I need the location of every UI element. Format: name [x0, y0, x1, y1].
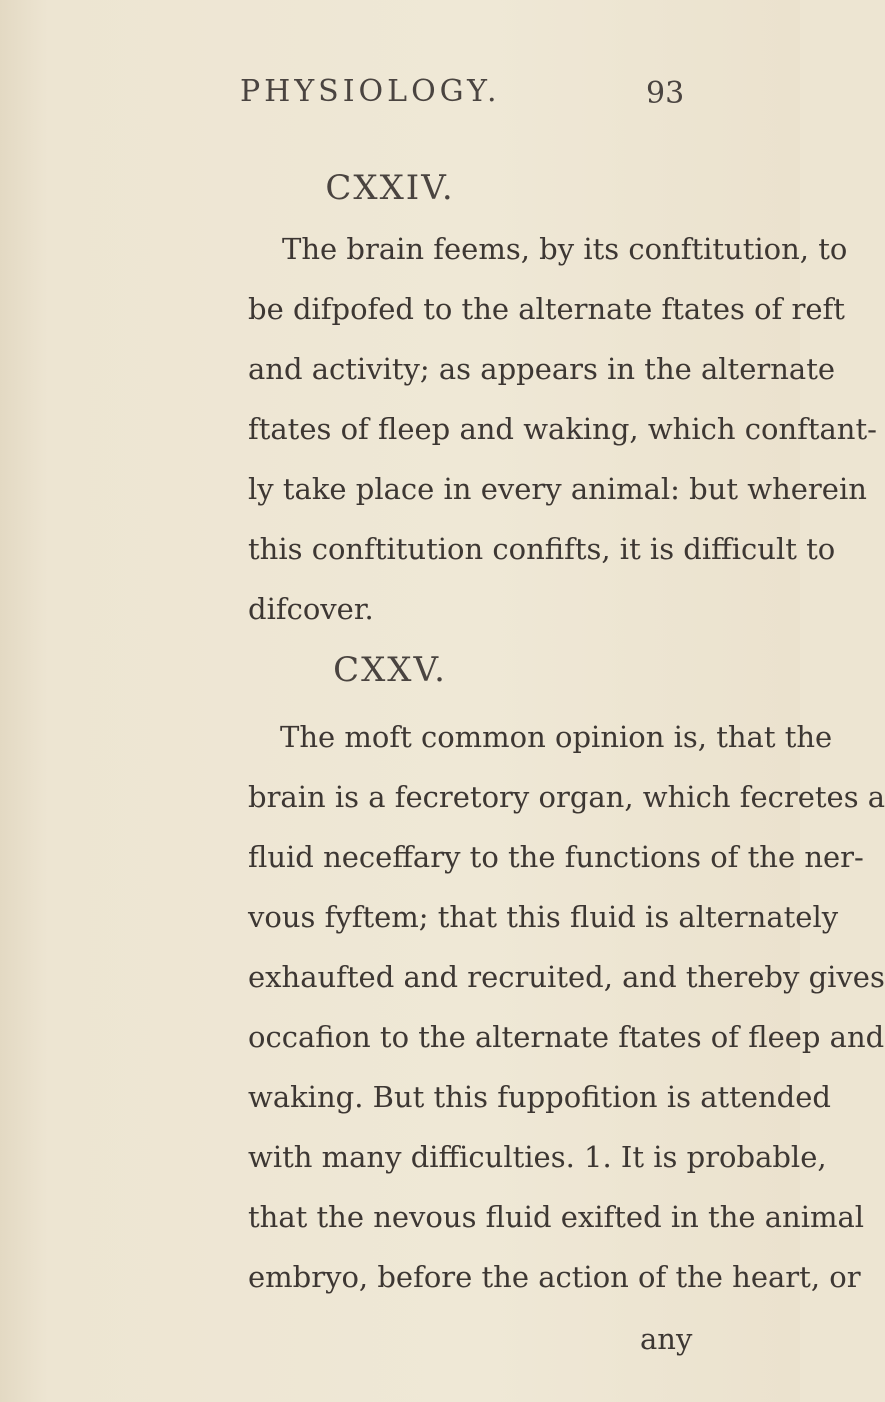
text-line: embryo, before the action of the heart, or: [248, 1260, 861, 1294]
text-line: be difpofed to the alternate ftates of reft: [248, 292, 845, 326]
text-line: vous fyftem; that this fluid is alternately: [248, 900, 839, 934]
text-line: with many difficulties. 1. It is probable,: [248, 1140, 827, 1174]
text-line: ly take place in every animal: but wherein: [248, 472, 867, 506]
text-line: The brain feems, by its conftitution, to: [282, 232, 848, 266]
text-line: brain is a fecretory organ, which fecretes a: [248, 780, 885, 814]
text-line: The moft common opinion is, that the: [280, 720, 833, 754]
text-line: and activity; as appears in the alternate: [248, 352, 836, 386]
text-line: ftates of fleep and waking, which conftant-: [248, 412, 877, 446]
page-number: 93: [646, 76, 685, 111]
running-head: PHYSIOLOGY.: [240, 74, 501, 109]
text-line: waking. But this fuppofition is attended: [248, 1080, 831, 1114]
catchword: any: [640, 1322, 693, 1356]
text-line: occafion to the alternate ftates of fleep and: [248, 1020, 885, 1054]
text-line: exhaufted and recruited, and thereby gives: [248, 960, 885, 994]
text-line: fluid neceffary to the functions of the ner-: [248, 840, 864, 874]
section-heading-cxxiv: CXXIV.: [325, 168, 455, 208]
section-heading-cxxv: CXXV.: [333, 650, 447, 690]
text-line: difcover.: [248, 592, 374, 626]
text-line: that the nevous fluid exifted in the animal: [248, 1200, 865, 1234]
text-line: this conftitution confifts, it is difficult to: [248, 532, 836, 566]
